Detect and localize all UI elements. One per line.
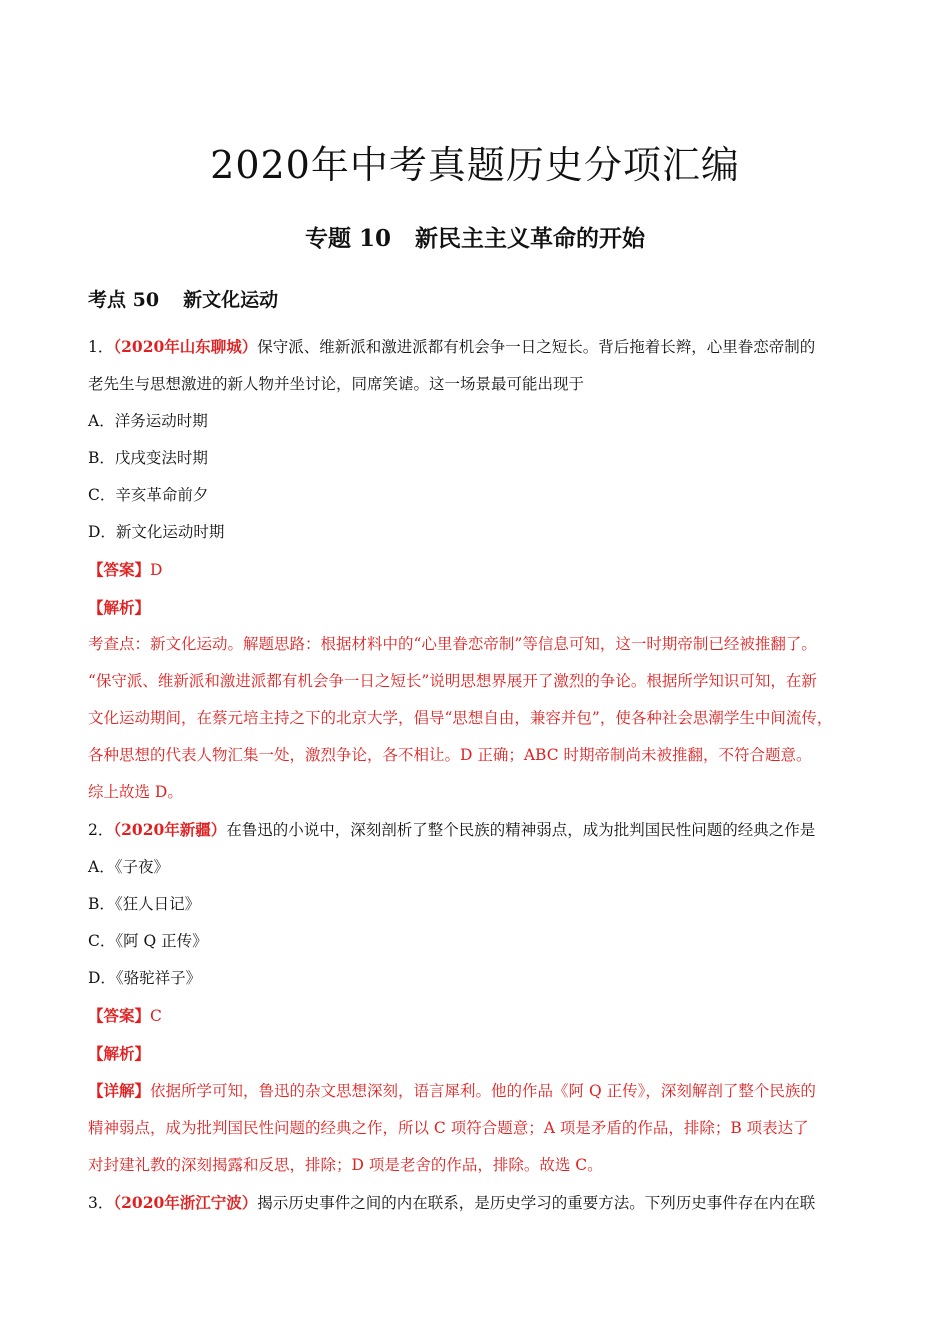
analysis-text: 文化运动期间，在蔡元培主持之下的北京大学，倡导“思想自由，兼容并包”，使各种社会思潮学生中间流传， (88, 709, 833, 727)
question-number: 1． (88, 338, 114, 356)
option-b: B．《狂人日记》 (88, 895, 201, 913)
answer-line (88, 551, 864, 589)
option-b: B．戊戌变法时期 (88, 449, 208, 467)
question-text: 揭示历史事件之间的内在联系，是历史学习的重要方法。下列历史事件存在内在联 (257, 1194, 816, 1212)
topic-name: 新民主主义革命的开始 (415, 225, 645, 252)
section-name: 新文化运动 (183, 289, 279, 311)
detail-label: 【详解】 (88, 1081, 151, 1100)
question-source: （2020年山东聊城） (113, 337, 258, 356)
topic-subtitle (0, 222, 950, 256)
topic-number: 专题 10 (304, 225, 391, 252)
content-body (88, 328, 864, 1222)
answer-label: 【答案】 (88, 1006, 151, 1025)
answer-value: C (150, 1007, 162, 1025)
question-number: 2． (88, 821, 114, 839)
question-source: （2020年新疆） (113, 820, 227, 839)
question-stem (88, 1184, 864, 1222)
answer-value: D (150, 561, 163, 579)
analysis-text: “保守派、维新派和激进派都有机会争一日之短长”说明思想界展开了激烈的争论。根据所学知识可知，在新 (88, 672, 817, 690)
question-stem-continued: 老先生与思想激进的新人物并坐讨论，同席笑谑。这一场景最可能出现于 (88, 375, 585, 393)
section-number: 考点 50 (88, 289, 160, 311)
analysis-text: 各种思想的代表人物汇集一处，激烈争论，各不相让。D 正确；ABC 时期帝制尚未被推翻，不符合题意。 (88, 746, 812, 764)
question-stem (88, 811, 864, 849)
option-d: D．新文化运动时期 (88, 523, 225, 541)
analysis-text: 考查点：新文化运动。解题思路：根据材料中的“心里眷恋帝制”等信息可知，这一时期帝制已经被推翻了。 (88, 635, 817, 653)
analysis-text: 综上故选 D。 (88, 783, 183, 801)
option-a: A．洋务运动时期 (88, 412, 208, 430)
analysis-label: 【解析】 (88, 598, 151, 617)
question-text: 在鲁迅的小说中，深刻剖析了整个民族的精神弱点，成为批判国民性问题的经典之作是 (226, 821, 816, 839)
question-number: 3． (88, 1194, 114, 1212)
option-d: D．《骆驼祥子》 (88, 969, 202, 987)
detail-text: 依据所学可知，鲁迅的杂文思想深刻，语言犀利。他的作品《阿 Q 正传》，深刻解剖了整个民族的 (150, 1082, 816, 1100)
section-heading (88, 285, 278, 315)
detail-line (88, 1072, 864, 1110)
option-c: C．《阿 Q 正传》 (88, 932, 208, 950)
question-source: （2020年浙江宁波） (113, 1193, 258, 1212)
question-text: 保守派、维新派和激进派都有机会争一日之短长。背后拖着长辫，心里眷恋帝制的 (257, 338, 816, 356)
question-stem (88, 328, 864, 366)
analysis-text: 对封建礼教的深刻揭露和反思，排除；D 项是老舍的作品，排除。故选 C。 (88, 1156, 603, 1174)
document-title: 2020年中考真题历史分项汇编 (210, 143, 740, 187)
analysis-label: 【解析】 (88, 1044, 151, 1063)
analysis-text: 精神弱点，成为批判国民性问题的经典之作，所以 C 项符合题意；A 项是矛盾的作品，排除；B 项表达了 (88, 1119, 809, 1137)
option-a: A．《子夜》 (88, 858, 169, 876)
answer-label: 【答案】 (88, 560, 151, 579)
answer-line (88, 997, 864, 1035)
option-c: C．辛亥革命前夕 (88, 486, 209, 504)
